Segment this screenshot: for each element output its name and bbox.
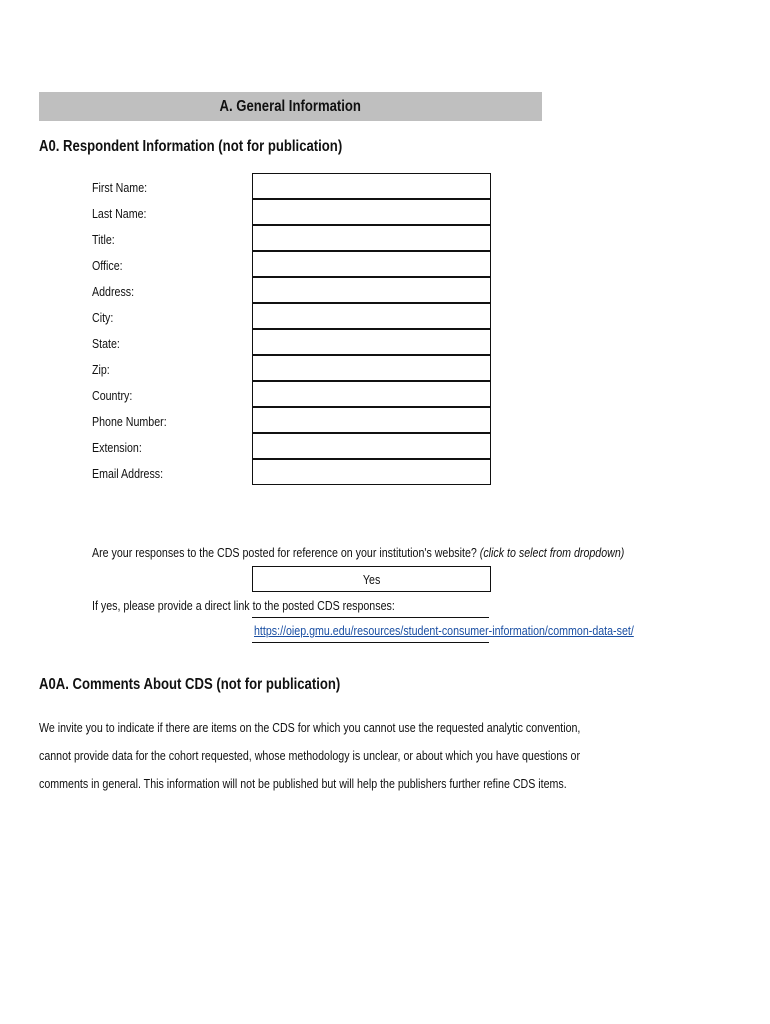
city-label: City:	[92, 310, 114, 325]
last-name-label: Last Name:	[92, 206, 147, 221]
posted-answer-value: Yes	[362, 571, 381, 587]
link-prompt: If yes, please provide a direct link to the posted CDS responses:	[92, 598, 395, 613]
state-label: State:	[92, 336, 120, 351]
extension-label: Extension:	[92, 440, 142, 455]
comments-heading: A0A. Comments About CDS (not for publication)	[39, 676, 341, 693]
section-title: A. General Information	[219, 97, 362, 115]
posted-question-text: Are your responses to the CDS posted for reference on your institution's website?	[92, 545, 477, 560]
phone-number-field[interactable]	[252, 407, 491, 433]
city-field[interactable]	[252, 303, 491, 329]
state-field[interactable]	[252, 329, 491, 355]
posted-question-hint: (click to select from dropdown)	[479, 545, 625, 560]
title-label: Title:	[92, 232, 115, 247]
email-address-label: Email Address:	[92, 466, 164, 481]
address-field[interactable]	[252, 277, 491, 303]
address-label: Address:	[92, 284, 135, 299]
office-field[interactable]	[252, 251, 491, 277]
comments-line-2: cannot provide data for the cohort requested, whose methodology is unclear, or about which you have questions or	[39, 748, 581, 763]
cds-link[interactable]: https://oiep.gmu.edu/resources/student-consumer-information/common-data-set/	[254, 623, 634, 638]
first-name-field[interactable]	[252, 173, 491, 199]
extension-field[interactable]	[252, 433, 491, 459]
email-address-field[interactable]	[252, 459, 491, 485]
zip-label: Zip:	[92, 362, 110, 377]
comments-paragraph	[39, 714, 581, 798]
last-name-field[interactable]	[252, 199, 491, 225]
posted-answer-dropdown[interactable]	[252, 566, 491, 592]
posted-question	[92, 545, 624, 560]
respondent-heading: A0. Respondent Information (not for publication)	[39, 138, 343, 155]
country-label: Country:	[92, 388, 133, 403]
first-name-label: First Name:	[92, 180, 148, 195]
office-label: Office:	[92, 258, 123, 273]
title-field[interactable]	[252, 225, 491, 251]
phone-number-label: Phone Number:	[92, 414, 167, 429]
section-header	[39, 92, 542, 121]
country-field[interactable]	[252, 381, 491, 407]
comments-line-1: We invite you to indicate if there are items on the CDS for which you cannot use the requested analytic convention,	[39, 720, 581, 735]
comments-line-3: comments in general. This information will not be published but will help the publishers further refine CDS items.	[39, 776, 567, 791]
zip-field[interactable]	[252, 355, 491, 381]
